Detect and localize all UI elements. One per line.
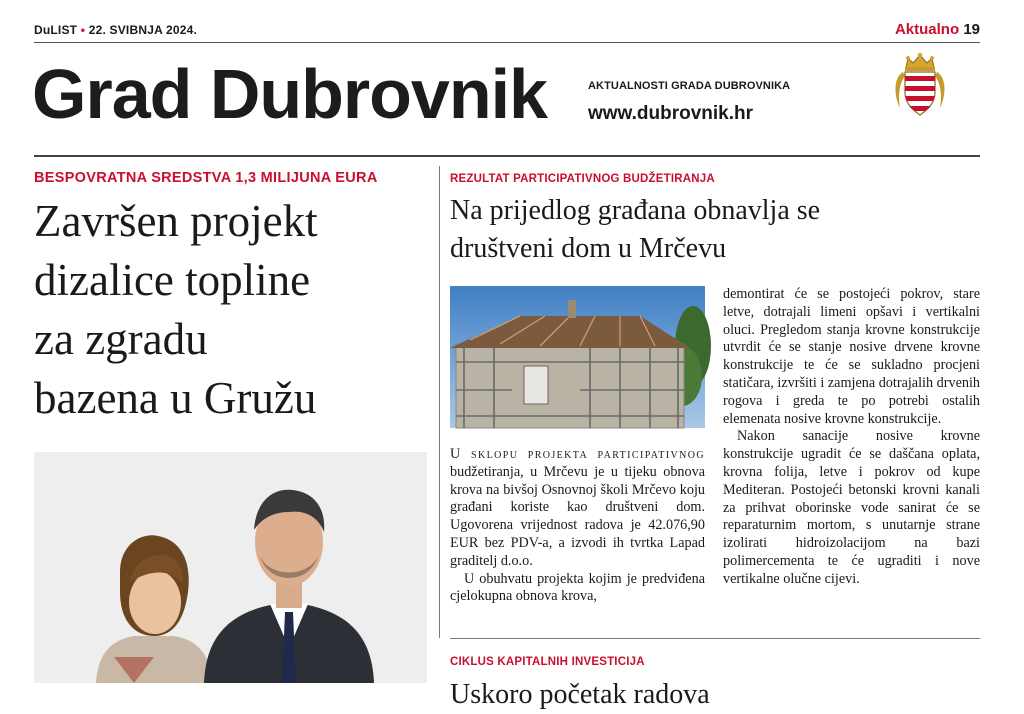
headline-line: za zgradu — [34, 314, 208, 364]
issue-line — [34, 23, 197, 37]
article-body-column-2 — [723, 286, 980, 589]
publication-name: DuLIST — [34, 23, 78, 37]
headline-line: društveni dom u Mrčevu — [450, 233, 727, 264]
city-coat-of-arms-icon — [890, 52, 950, 120]
top-divider — [34, 42, 980, 43]
left-article-kicker: BESPOVRATNA SREDSTVA 1,3 MILIJUNA EURA — [34, 170, 378, 186]
masthead-subtitle: AKTUALNOSTI GRADA DUBROVNIKA — [588, 80, 791, 92]
masthead-divider — [34, 155, 980, 157]
masthead-title: Grad Dubrovnik — [32, 55, 547, 133]
article-paragraph: demontirat će se postojeći pokrov, stare letve, dotrajali limeni opšavi i vertikalni oluci. Pregledom stanja krovne konstrukcije utvrdit će se stanje nosive drvene krovne konstrukcije te će se sukladno procjeni statičara, izvršiti i zamjena dotrajalih drvenih rogova i greda te po potrebi ostalih elemenata nosive krovne konstrukcije. — [723, 286, 980, 427]
left-article-headline[interactable] — [34, 192, 434, 428]
article-paragraph: U obuhvatu projekta kojim je predviđena cjelokupna obnova krova, — [450, 570, 705, 605]
headline-line: bazena u Gružu — [34, 373, 317, 423]
issue-date: 22. SVIBNJA 2024. — [88, 23, 198, 37]
separator-dot: • — [80, 23, 86, 37]
lead-in-caps: U sklopu projekta participativnog — [450, 446, 705, 462]
officials-photo — [34, 452, 427, 683]
headline-line: Završen projekt — [34, 196, 318, 246]
bottom-article-headline[interactable] — [450, 676, 980, 710]
page-number: 19 — [963, 21, 980, 38]
masthead-url[interactable]: www.dubrovnik.hr — [588, 103, 754, 124]
article-paragraph: Nakon sanacije nosive krovne konstrukcije ugradit će se daščana oplata, krovna folija, letve i pokrov od kupe Mediteran. Postojeći betonski krovni kanali za prihvat oborinske vode sanirat će se reparaturnim mortom, s unutarnje strane izolirati hidroizolacijom na bazi polimercementa te će ugraditi i nove vertikalne olučne cijevi. — [723, 428, 980, 587]
column-divider — [439, 166, 440, 638]
article-paragraph — [450, 446, 705, 571]
bottom-divider — [450, 638, 980, 639]
headline-line: dizalice topline — [34, 255, 311, 305]
section-label — [895, 21, 980, 38]
right-article-kicker: REZULTAT PARTICIPATIVNOG BUDŽETIRANJA — [450, 173, 715, 185]
community-house-photo — [450, 286, 705, 428]
headline-partial: Uskoro početak radova — [450, 679, 710, 710]
headline-line: Na prijedlog građana obnavlja se — [450, 195, 821, 226]
article-body-column-1 — [450, 446, 705, 606]
bottom-article-kicker: CIKLUS KAPITALNIH INVESTICIJA — [450, 656, 645, 668]
right-article-headline[interactable] — [450, 192, 980, 268]
section-name: Aktualno — [894, 21, 960, 38]
paragraph-text: budžetiranja, u Mrčevu je u tijeku obnova krova na bivšoj Osnovnoj školi Mrčevo koju građani koriste kao društveni dom. Ugovorena vrijednost radova je 42.076,90 EUR bez PDV-a, a izvodi ih tvrtka Lapad graditelj d.o.o. — [450, 463, 705, 569]
